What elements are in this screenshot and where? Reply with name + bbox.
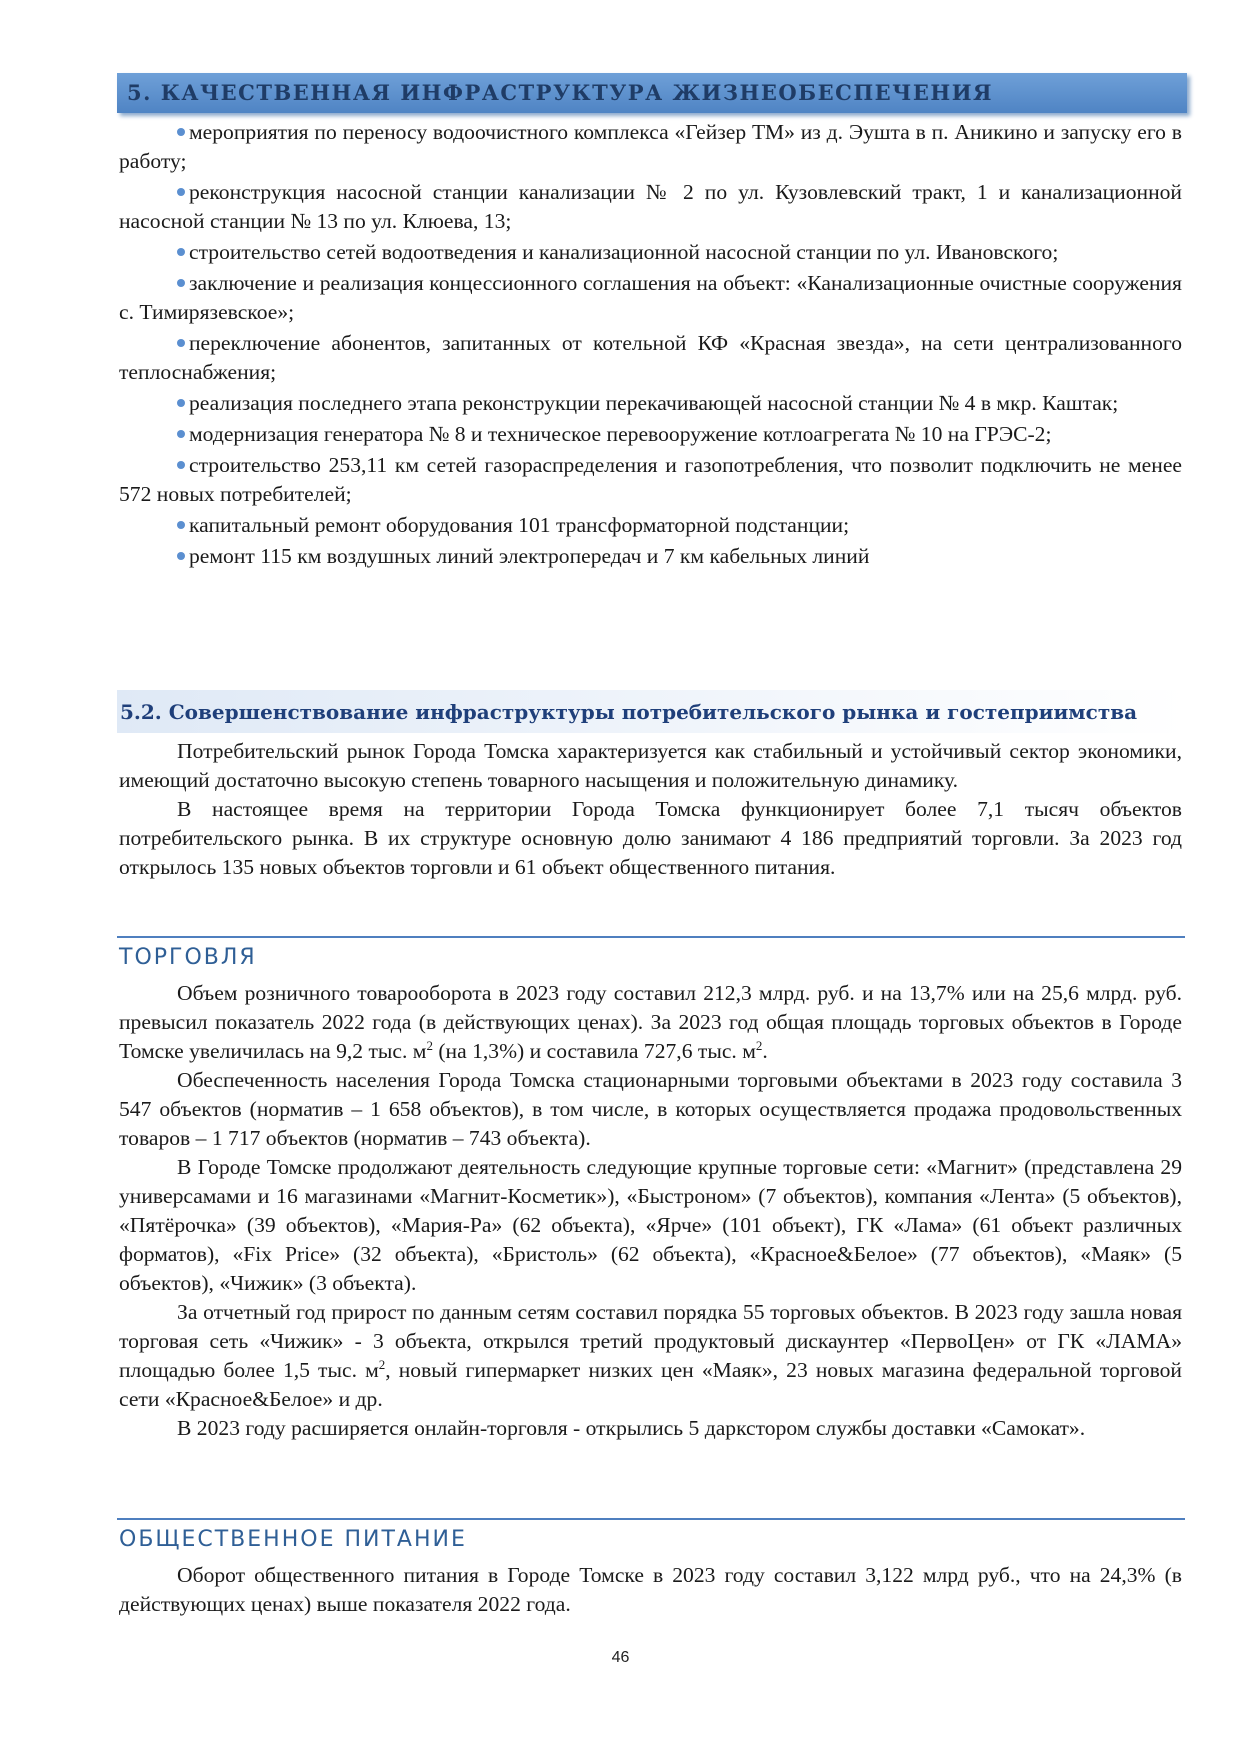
bullet-icon [177, 430, 185, 438]
bullet-icon [177, 248, 185, 256]
bullet-icon [177, 399, 185, 407]
list-item: капитальный ремонт оборудования 101 трансформаторной подстанции; [119, 511, 1182, 540]
list-item: мероприятия по переносу водоочистного комплекса «Гейзер ТМ» из д. Эушта в п. Аникино и запуску его в работу; [119, 120, 1182, 173]
paragraph: Объем розничного товарооборота в 2023 году составил 212,3 млрд. руб. и на 13,7% или на 25,6 млрд. руб. превысил показатель 2022 года (в действующих ценах). За 2023 год общая площадь торговых объектов в Городе Томске увеличилась на 9,2 тыс. $м^2$ (на 1,3%) и составила 727,6 тыс. $м^2$. [119, 981, 1182, 1063]
bullet-list [119, 118, 1182, 571]
list-item: ремонт 115 км воздушных линий электропередач и 7 км кабельных линий [119, 542, 1182, 571]
bullet-icon [177, 128, 185, 136]
paragraph: За отчетный год прирост по данным сетям составил порядка 55 торговых объектов. В 2023 году зашла новая торговая сеть «Чижик» - 3 объекта, открылся третий продуктовый дискаунтер «ПервоЦен» от ГК «ЛАМА» площадью более 1,5 тыс. $м^2$, новый гипермаркет низких цен «Маяк», 23 новых магазина федеральной торговой сети «Красное&Белое» и др. [119, 1300, 1182, 1411]
bullet-icon [177, 279, 185, 287]
list-item: реализация последнего этапа реконструкции перекачивающей насосной станции № 4 в мкр. Каштак; [119, 389, 1182, 418]
trade-heading: ТОРГОВЛЯ [119, 945, 257, 970]
list-item: модернизация генератора № 8 и техническое перевооружение котлоагрегата № 10 на ГРЭС-2; [119, 420, 1182, 449]
page-number: 46 [611, 1649, 630, 1666]
bullet-icon [177, 461, 185, 469]
list-item: заключение и реализация концессионного соглашения на объект: «Канализационные очистные сооружения с. Тимирязевское»; [119, 271, 1182, 324]
subsection-title: 5.2. Совершенствование инфраструктуры потребительского рынка и гостеприимства [120, 700, 1138, 724]
paragraph: В 2023 году расширяется онлайн-торговля - открылись 5 даркстором службы доставки «Самокат». [177, 1416, 1086, 1440]
section-banner [117, 73, 1187, 113]
trade-body [119, 979, 1182, 1443]
list-item: переключение абонентов, запитанных от котельной КФ «Красная звезда», на сети централизованного теплоснабжения; [119, 331, 1182, 384]
list-item: строительство 253,11 км сетей газораспределения и газопотребления, что позволит подключить не менее 572 новых потребителей; [119, 453, 1182, 506]
paragraph: Обеспеченность населения Города Томска стационарными торговыми объектами в 2023 году составила 3 547 объектов (норматив – 1 658 объектов), в том числе, в которых осуществляется продажа продовольственных товаров – 1 717 объектов (норматив – 743 объекта). [119, 1068, 1182, 1150]
paragraph: В настоящее время на территории Города Томска функционирует более 7,1 тысяч объектов потребительского рынка. В их структуре основную долю занимают 4 186 предприятий торговли. За 2023 год открылось 135 новых объектов торговли и 61 объект общественного питания. [119, 797, 1182, 879]
paragraph: Потребительский рынок Города Томска характеризуется как стабильный и устойчивый сектор экономики, имеющий достаточно высокую степень товарного насыщения и положительную динамику. [119, 739, 1182, 792]
catering-heading: ОБЩЕСТВЕННОЕ ПИТАНИЕ [119, 1527, 467, 1552]
paragraph: В Городе Томске продолжают деятельность следующие крупные торговые сети: «Магнит» (представлена 29 универсамами и 16 магазинами «Магнит-Косметик»), «Быстроном» (7 объектов), компания «Лента» (5 объектов), «Пятёрочка» (39 объектов), «Мария-Ра» (62 объекта), «Ярче» (101 объект), ГК «Лама» (61 объект различных форматов), «Fix Price» (32 объекта), «Бристоль» (62 объекта), «Красное&Белое» (77 объектов), «Маяк» (5 объектов), «Чижик» (3 объекта). [119, 1155, 1182, 1295]
bullet-icon [177, 552, 185, 560]
subsection-banner [117, 690, 1187, 733]
bullet-icon [177, 339, 185, 347]
list-item: строительство сетей водоотведения и канализационной насосной станции по ул. Ивановского; [119, 238, 1182, 267]
list-item: реконструкция насосной станции канализации № 2 по ул. Кузовлевский тракт, 1 и канализационной насосной станции № 13 по ул. Клюева, 13; [119, 180, 1182, 233]
paragraph: Оборот общественного питания в Городе Томске в 2023 году составил 3,122 млрд руб., что на 24,3% (в действующих ценах) выше показателя 2022 года. [119, 1563, 1182, 1616]
subsection-body [119, 737, 1182, 882]
catering-body [119, 1561, 1182, 1619]
divider [117, 936, 1185, 938]
section-title: 5. КАЧЕСТВЕННАЯ ИНФРАСТРУКТУРА ЖИЗНЕОБЕСПЕЧЕНИЯ [127, 80, 994, 105]
bullet-icon [177, 188, 185, 196]
divider [117, 1518, 1185, 1520]
bullet-icon [177, 521, 185, 529]
